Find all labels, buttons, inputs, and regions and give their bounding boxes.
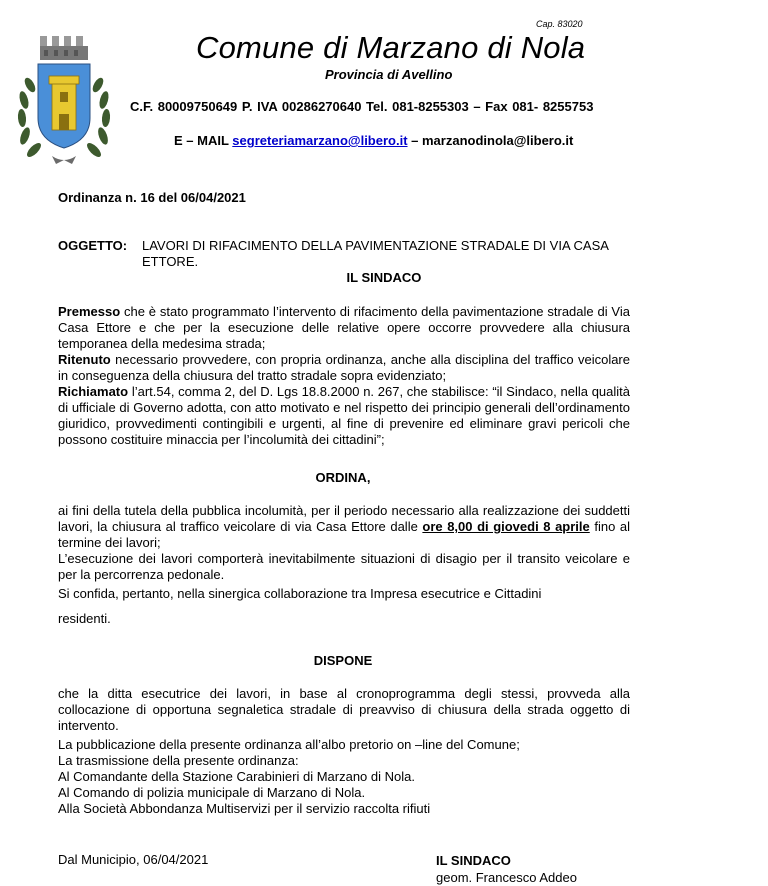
province-subtitle: Provincia di Avellino — [325, 67, 453, 82]
confida-line-1: Si confida, pertanto, nella sinergica collaborazione tra Impresa esecutrice e Cittadini — [58, 586, 542, 601]
email-link[interactable]: segreteriamarzano@libero.it — [232, 133, 408, 148]
dispone-paragraph: che la ditta esecutrice dei lavori, in base al cronoprogramma degli stessi, provveda alla collocazione di opportuna segnaletica stradale di preavviso di chiusura della strada oggetto di intervento. — [58, 686, 630, 733]
richiamato-label: Richiamato — [58, 384, 129, 399]
ordina-text-1: ai fini della tutela della pubblica incolumità, per il periodo necessario alla realizzazione dei suddetti lavori, la chiusura al traffico veicolare di via Casa Ettore dalle — [58, 503, 630, 534]
subject-label: OGGETTO: — [58, 238, 128, 253]
municipality-title: Comune di Marzano di Nola — [196, 30, 586, 65]
subject-text: LAVORI DI RIFACIMENTO DELLA PAVIMENTAZIONE STRADALE DI VIA CASA ETTORE. — [142, 238, 609, 269]
premesso-text: che è stato programmato l’intervento di rifacimento della pavimentazione stradale di Via Casa Ettore e che per la esecuzione delle relative opere occorre provvedere alla chiusura temporanea della medesima strada; — [58, 304, 630, 351]
ritenuto-text: necessario provvedere, con propria ordinanza, anche alla disciplina del traffico veicolare in conseguenza della chiusura del tratto stradale sopra evidenziato; — [58, 352, 630, 383]
contact-line: C.F. 80009750649 P. IVA 00286270640 Tel. 081-8255303 – Fax 081- 8255753 — [130, 99, 594, 114]
signer-name: geom. Francesco Addeo — [436, 870, 577, 885]
ritenuto-label: Ritenuto — [58, 352, 111, 367]
premesso-label: Premesso — [58, 304, 121, 319]
premises-section — [58, 304, 630, 448]
ordina-date: ore 8,00 di giovedi 8 aprile — [422, 519, 590, 534]
list-item: Al Comando di polizia municipale di Marzano di Nola. — [58, 785, 366, 800]
richiamato-text: l’art.54, comma 2, del D. Lgs 18.8.2000 n. 267, che stabilisce: “il Sindaco, nella qualità di ufficiale di Governo adotta, con atto motivato e nel rispetto dei principio generali dell’ordinamento giuridico, provvedimenti contingibili e urgenti, al fine di prevenire ed eliminare gravi pericoli che possono costituire minaccia per l’incolumità dei cittadini”; — [58, 384, 630, 447]
esecuzione-paragraph: L’esecuzione dei lavori comporterà inevitabilmente situazioni di disagio per il transito veicolare e per la percorrenza pedonale. — [58, 551, 630, 582]
confida-line-2: residenti. — [58, 611, 111, 626]
ordina-heading: ORDINA, — [315, 470, 371, 485]
list-item: La pubblicazione della presente ordinanza all’albo pretorio on –line del Comune; — [58, 737, 520, 752]
ordinance-number: Ordinanza n. 16 del 06/04/2021 — [58, 190, 246, 205]
mayor-heading: IL SINDACO — [346, 270, 422, 285]
postal-code: Cap. 83020 — [536, 19, 583, 29]
signer-title: IL SINDACO — [436, 853, 511, 868]
list-item: Alla Società Abbondanza Multiservizi per il servizio raccolta rifiuti — [58, 801, 431, 816]
ordina-text-2: fino al termine dei lavori; — [58, 519, 630, 550]
ordina-paragraph — [58, 503, 630, 551]
list-item: La trasmissione della presente ordinanza: — [58, 753, 299, 768]
list-item: Al Comandante della Stazione Carabinieri di Marzano di Nola. — [58, 769, 415, 784]
richiamato-paragraph — [58, 384, 630, 448]
coat-of-arms-icon — [14, 30, 114, 168]
ordina-section — [58, 503, 630, 583]
premesso-paragraph — [58, 304, 630, 352]
dispone-heading: DISPONE — [313, 653, 373, 668]
email-rest: – marzanodinola@libero.it — [411, 133, 574, 148]
ritenuto-paragraph — [58, 352, 630, 384]
email-line — [174, 133, 573, 148]
place-date: Dal Municipio, 06/04/2021 — [58, 852, 209, 867]
signature-block — [436, 852, 577, 886]
email-label: E – MAIL — [174, 133, 229, 148]
